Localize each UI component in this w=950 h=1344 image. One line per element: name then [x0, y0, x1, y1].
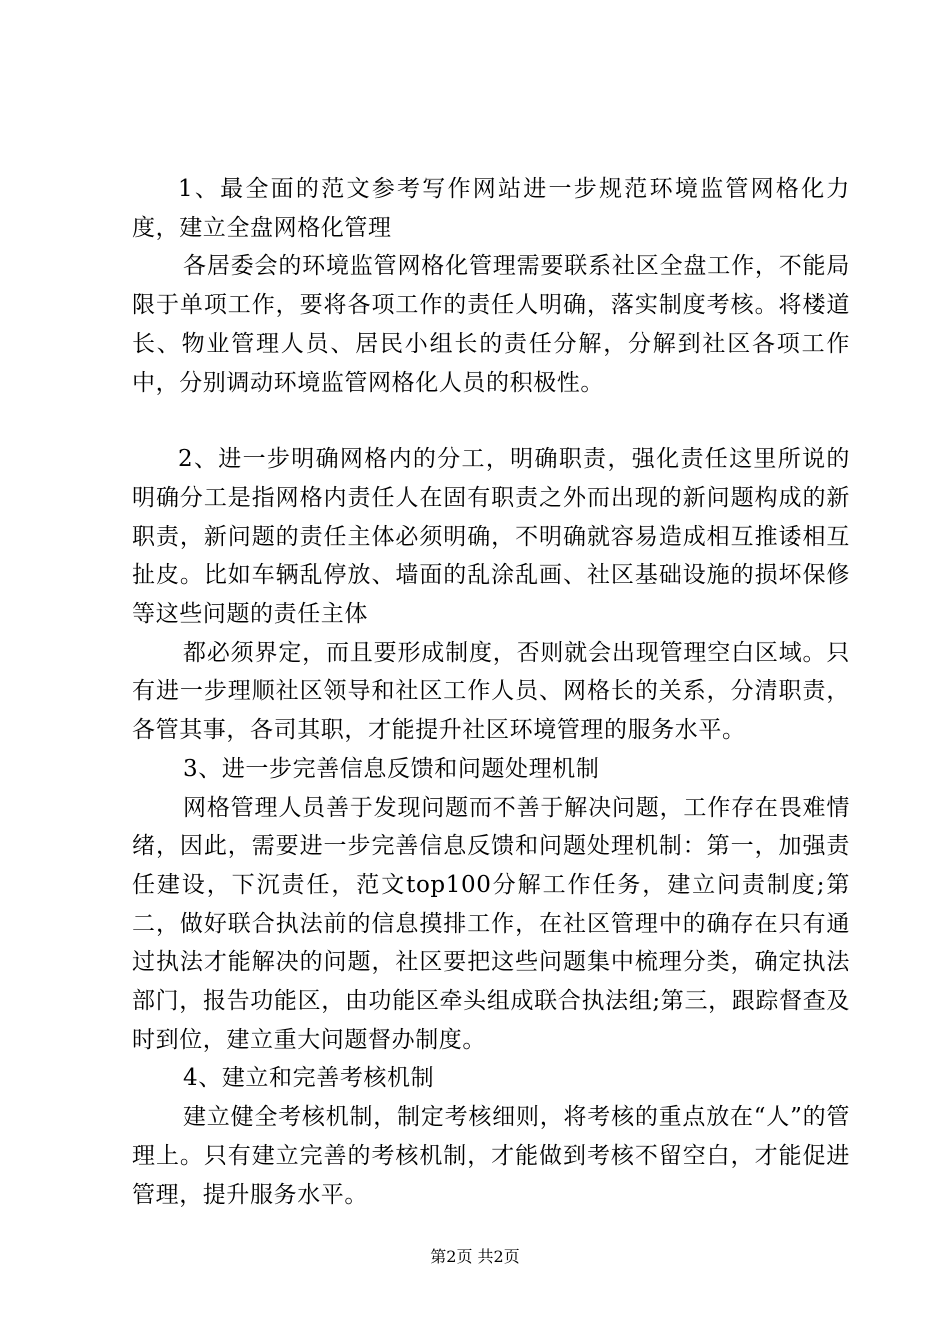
section-1-body: 各居委会的环境监管网格化管理需要联系社区全盘工作，不能局限于单项工作，要将各项工作的责任人明确，落实制度考核。将楼道长、物业管理人员、居民小组长的责任分解，分解到社区各项工作中，分别调动环境监管网格化人员的积极性。: [132, 253, 850, 396]
section-4-body: 建立健全考核机制，制定考核细则，将考核的重点放在“人”的管理上。只有建立完善的考核机制，才能做到考核不留空白，才能促进管理，提升服务水平。: [132, 1104, 850, 1208]
paragraph-gap: [132, 402, 850, 440]
section-1-heading: 1、最全面的范文参考写作网站进一步规范环境监管网格化力度，建立全盘网格化管理: [132, 176, 850, 241]
section-2-heading: 2、进一步明确网格内的分工，明确职责，强化责任这里所说的明确分工是指网格内责任人在固有职责之外而出现的新问题构成的新职责，新问题的责任主体必须明确，不明确就容易造成相互推诿相互扯皮。比如车辆乱停放、墙面的乱涂乱画、社区基础设施的损坏保修等这些问题的责任主体: [132, 446, 850, 628]
document-body: [132, 170, 850, 1214]
section-2-body: 都必须界定，而且要形成制度，否则就会出现管理空白区域。只有进一步理顺社区领导和社区工作人员、网格长的关系，分清职责，各管其事，各司其职，才能提升社区环境管理的服务水平。: [132, 639, 850, 744]
section-4-heading: 4、建立和完善考核机制: [183, 1065, 435, 1092]
section-3-body: 网格管理人员善于发现问题而不善于解决问题，工作存在畏难情绪，因此，需要进一步完善信息反馈和问题处理机制：第一，加强责任建设，下沉责任，范文top100分解工作任务，建立问责制度;第二，做好联合执法前的信息摸排工作，在社区管理中的确存在只有通过执法才能解决的问题，社区要把这些问题集中梳理分类，确定执法部门，报告功能区，由功能区牵头组成联合执法组;第三，跟踪督查及时到位，建立重大问题督办制度。: [132, 794, 850, 1053]
section-3-heading: 3、进一步完善信息反馈和问题处理机制: [183, 755, 600, 782]
page-number-footer: 第2页 共2页: [430, 1247, 520, 1266]
